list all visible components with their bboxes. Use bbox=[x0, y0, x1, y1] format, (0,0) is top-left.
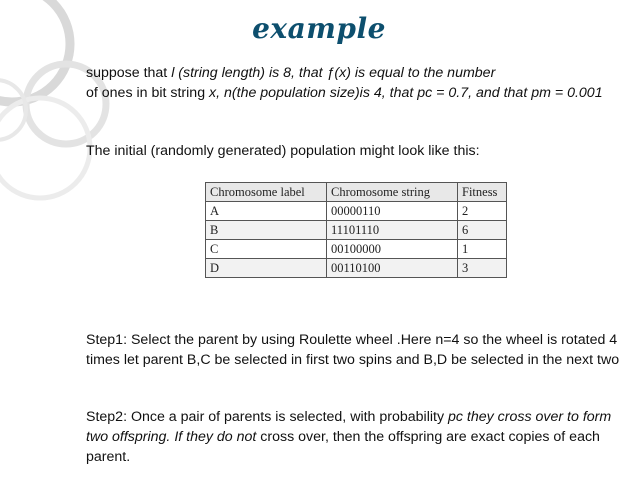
intro-segment: suppose that bbox=[86, 65, 172, 81]
cell-label: A bbox=[206, 202, 327, 221]
cell-fitness: 3 bbox=[458, 259, 507, 278]
cell-fitness: 6 bbox=[458, 221, 507, 240]
intro-segment: of ones in bit string bbox=[86, 85, 210, 101]
table-row bbox=[206, 221, 507, 240]
cell-fitness: 2 bbox=[458, 202, 507, 221]
step1-paragraph: Step1: Select the parent by using Roulette wheel .Here n=4 so the wheel is rotated 4 times let parent B,C be selected in first two spins and B,D be selected in the next two bbox=[86, 332, 620, 368]
step2-segment: cross over, then the offspring are exact copies of each parent. bbox=[86, 429, 600, 465]
table-row bbox=[206, 240, 507, 259]
table-row bbox=[206, 202, 507, 221]
step2-segment: Step2: Once a pair of parents is selected, with probability bbox=[86, 409, 448, 425]
step2-paragraph bbox=[86, 407, 626, 467]
cell-string: 11101110 bbox=[327, 221, 458, 240]
header-chromosome-label: Chromosome label bbox=[206, 183, 327, 202]
header-fitness: Fitness bbox=[458, 183, 507, 202]
cell-label: C bbox=[206, 240, 327, 259]
deco-circle-3 bbox=[0, 98, 90, 198]
deco-circle-4 bbox=[0, 80, 26, 140]
intro-paragraph bbox=[86, 63, 626, 103]
header-chromosome-string: Chromosome string bbox=[327, 183, 458, 202]
population-intro: The initial (randomly generated) population might look like this: bbox=[86, 143, 480, 159]
step2-segment: pc they cross over to form two offspring. If they do not bbox=[86, 409, 612, 445]
table-header-row bbox=[206, 183, 507, 202]
cell-string: 00110100 bbox=[327, 259, 458, 278]
population-table bbox=[205, 182, 507, 278]
slide-title: example bbox=[252, 12, 386, 45]
cell-label: B bbox=[206, 221, 327, 240]
table-row bbox=[206, 259, 507, 278]
cell-string: 00000110 bbox=[327, 202, 458, 221]
population-table-wrapper bbox=[205, 182, 507, 278]
intro-segment: x, n(the population size)is 4, that pc = 0.7, and that pm = 0.001 bbox=[209, 85, 603, 101]
cell-fitness: 1 bbox=[458, 240, 507, 259]
cell-string: 00100000 bbox=[327, 240, 458, 259]
cell-label: D bbox=[206, 259, 327, 278]
intro-segment: l (string length) is 8, that ƒ(x) is equal to the number bbox=[171, 65, 496, 81]
